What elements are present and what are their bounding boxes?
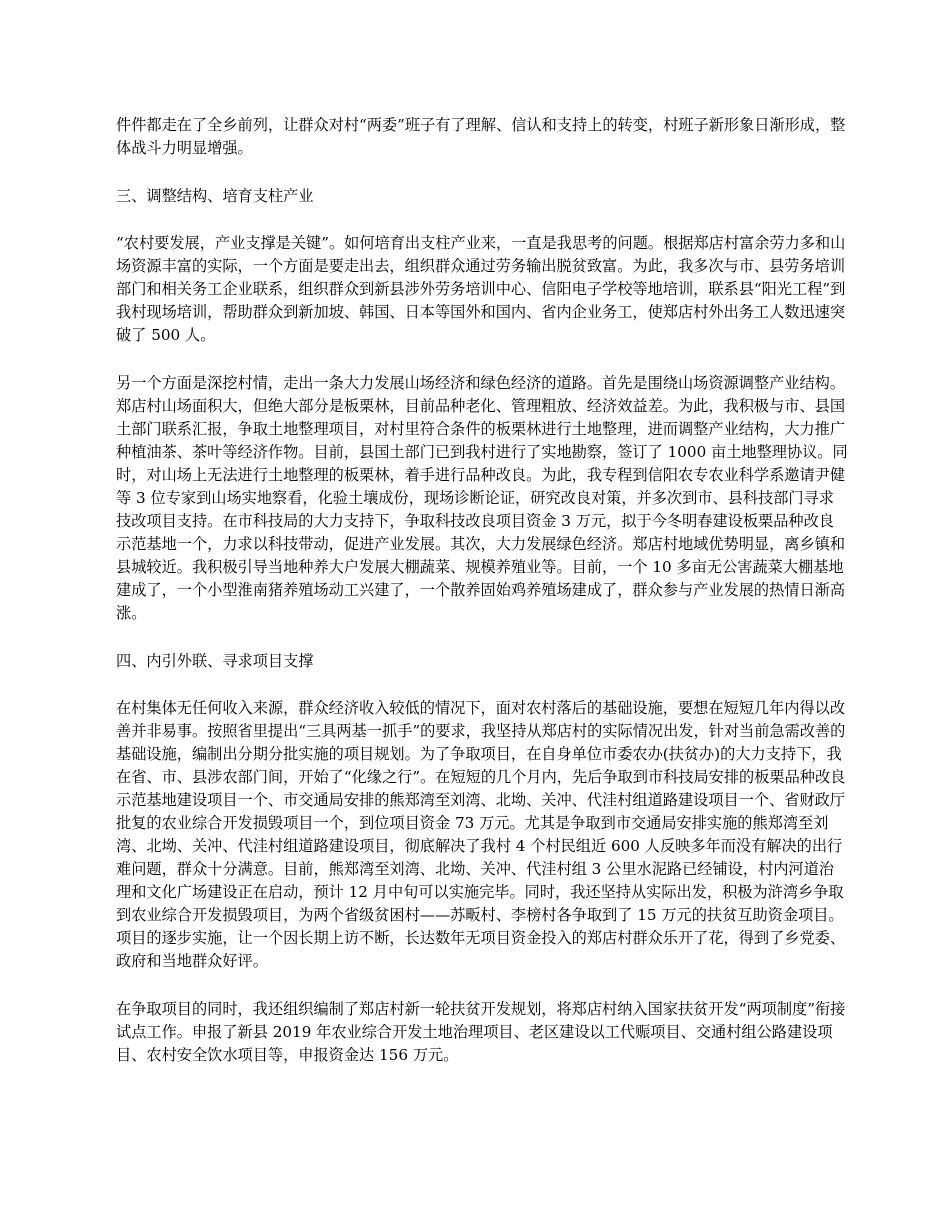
document-body xyxy=(116,114,848,1067)
paragraph-project-support: 在村集体无任何收入来源，群众经济收入较低的情况下，面对农村落后的基础设施，要想在短短几年内得以改善并非易事。按照省里提出“三具两基一抓手”的要求，我坚持从郑店村的实际情况出发，针对当前急需改善的基础设施，编制出分期分批实施的项目规划。为了争取项目，在自身单位市委农办(扶贫办)的大力支持下，我在省、市、县涉农部门间，开始了“化缘之行”。在短短的几个月内，先后争取到市科技局安排的板栗品种改良示范基地建设项目一个、市交通局安排的熊郑湾至刘湾、北坳、关冲、代洼村组道路建设项目一个、省财政厅批复的农业综合开发损毁项目一个，到位项目资金 73 万元。尤其是争取到市交通局安排实施的熊郑湾至刘湾、北坳、关冲、代洼村组道路建设项目，彻底解决了我村 4 个村民组近 600 人反映多年而没有解决的出行难问题，群众十分满意。目前，熊郑湾至刘湾、北坳、关冲、代洼村组 3 公里水泥路已经铺设，村内河道治理和文化广场建设正在启动，预计 12 月中旬可以实施完毕。同时，我还坚持从实际出发，积极为浒湾乡争取到农业综合开发损毁项目，为两个省级贫困村——苏畈村、李榜村各争取到了 15 万元的扶贫互助资金项目。项目的逐步实施，让一个因长期上访不断，长达数年无项目资金投入的郑店村群众乐开了花，得到了乡党委、政府和当地群众好评。 xyxy=(116,699,846,970)
section-heading-4: 四、内引外联、寻求项目支撑 xyxy=(116,652,314,670)
paragraph-labor-export: “农村要发展，产业支撑是关键”。如何培育出支柱产业来，一直是我思考的问题。根据郑店村富余劳力多和山场资源丰富的实际，一个方面是要走出去，组织群众通过劳务输出脱贫致富。为此，我多次与市、县劳务培训部门和相关务工企业联系，组织群众到新县涉外劳务培训中心、信阳电子学校等地培训，联系县“阳光工程”到我村现场培训，帮助群众到新加坡、韩国、日本等国外和国内、省内企业务工，使郑店村外出务工人数迅速突破了 500 人。 xyxy=(116,234,846,344)
paragraph-intro-continuation: 件件都走在了全乡前列，让群众对村“两委”班子有了理解、信认和支持上的转变，村班子新形象日渐形成，整体战斗力明显增强。 xyxy=(116,116,846,157)
paragraph-poverty-plan: 在争取项目的同时，我还组织编制了郑店村新一轮扶贫开发规划，将郑店村纳入国家扶贫开发“两项制度”衔接试点工作。申报了新县 2019 年农业综合开发土地治理项目、老区建设以工代赈项目、交通村组公路建设项目、农村安全饮水项目等，申报资金达 156 万元。 xyxy=(116,1000,846,1064)
paragraph-mountain-economy: 另一个方面是深挖村情，走出一条大力发展山场经济和绿色经济的道路。首先是围绕山场资源调整产业结构。郑店村山场面积大，但绝大部分是板栗林，目前品种老化、管理粗放、经济效益差。为此，我积极与市、县国土部门联系汇报，争取土地整理项目，对村里符合条件的板栗林进行土地整理，进而调整产业结构，大力推广种植油茶、茶叶等经济作物。目前，县国土部门已到我村进行了实地勘察，签订了 1000 亩土地整理协议。同时，对山场上无法进行土地整理的板栗林，着手进行品种改良。为此，我专程到信阳农专农业科学系邀请尹健等 3 位专家到山场实地察看，化验土壤成份，现场诊断论证，研究改良对策，并多次到市、县科技部门寻求技改项目支持。在市科技局的大力支持下，争取科技改良项目资金 3 万元，拟于今冬明春建设板栗品种改良示范基地一个，力求以科技带动，促进产业发展。其次，大力发展绿色经济。郑店村地域优势明显，离乡镇和县城较近。我积极引导当地种养大户发展大棚蔬菜、规模养殖业等。目前，一个 10 多亩无公害蔬菜大棚基地建成了，一个小型淮南猪养殖场动工兴建了，一个散养固始鸡养殖场建成了，群众参与产业发展的热情日渐高涨。 xyxy=(116,374,848,622)
section-heading-3: 三、调整结构、培育支柱产业 xyxy=(116,187,314,205)
